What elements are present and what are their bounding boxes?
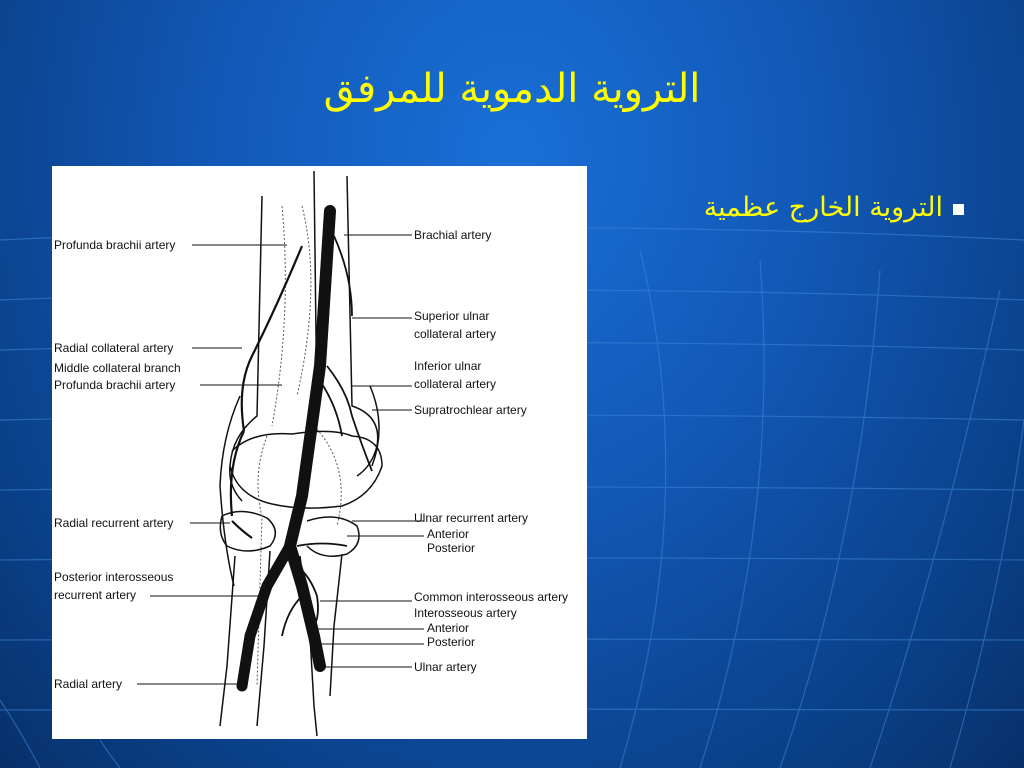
square-bullet-icon xyxy=(953,204,964,215)
elbow-artery-diagram xyxy=(52,166,587,739)
label-ulnar-recurrent-anterior: Anterior xyxy=(427,527,470,541)
label-interosseous-anterior: Anterior xyxy=(427,621,470,635)
artery-illustration xyxy=(52,166,587,739)
label-ulnar-recurrent-posterior: Posterior xyxy=(427,541,476,555)
label-common-interosseous-artery: Common interosseous artery xyxy=(414,590,569,604)
label-ulnar-artery: Ulnar artery xyxy=(414,660,477,674)
label-radial-artery: Radial artery xyxy=(54,677,123,691)
label-supratrochlear-artery: Supratrochlear artery xyxy=(414,403,527,417)
bullet-item xyxy=(604,192,964,223)
label-radial-recurrent-artery: Radial recurrent artery xyxy=(54,516,174,530)
bullet-list xyxy=(604,192,964,223)
label-superior-ulnar: Superior ulnar xyxy=(414,309,490,323)
slide-title: التروية الدموية للمرفق xyxy=(323,66,701,112)
label-radial-collateral-artery: Radial collateral artery xyxy=(54,341,174,355)
label-interosseous-posterior: Posterior xyxy=(427,635,476,649)
label-inferior-ulnar: Inferior ulnar xyxy=(414,359,482,373)
label-brachial-artery: Brachial artery xyxy=(414,228,492,242)
label-profunda-brachii-artery-2: Profunda brachii artery xyxy=(54,378,176,392)
bullet-text: التروية الخارج عظمية xyxy=(703,192,943,223)
label-posterior-interosseous: Posterior interosseous xyxy=(54,570,174,584)
label-middle-collateral-branch: Middle collateral branch xyxy=(54,361,181,375)
label-profunda-brachii-artery: Profunda brachii artery xyxy=(54,238,176,252)
label-recurrent-artery: recurrent artery xyxy=(54,588,137,602)
label-superior-ulnar-collateral-artery: collateral artery xyxy=(414,327,497,341)
label-ulnar-recurrent-artery: Ulnar recurrent artery xyxy=(414,511,529,525)
label-inferior-ulnar-collateral-artery: collateral artery xyxy=(414,377,497,391)
label-interosseous-artery: Interosseous artery xyxy=(414,606,517,620)
